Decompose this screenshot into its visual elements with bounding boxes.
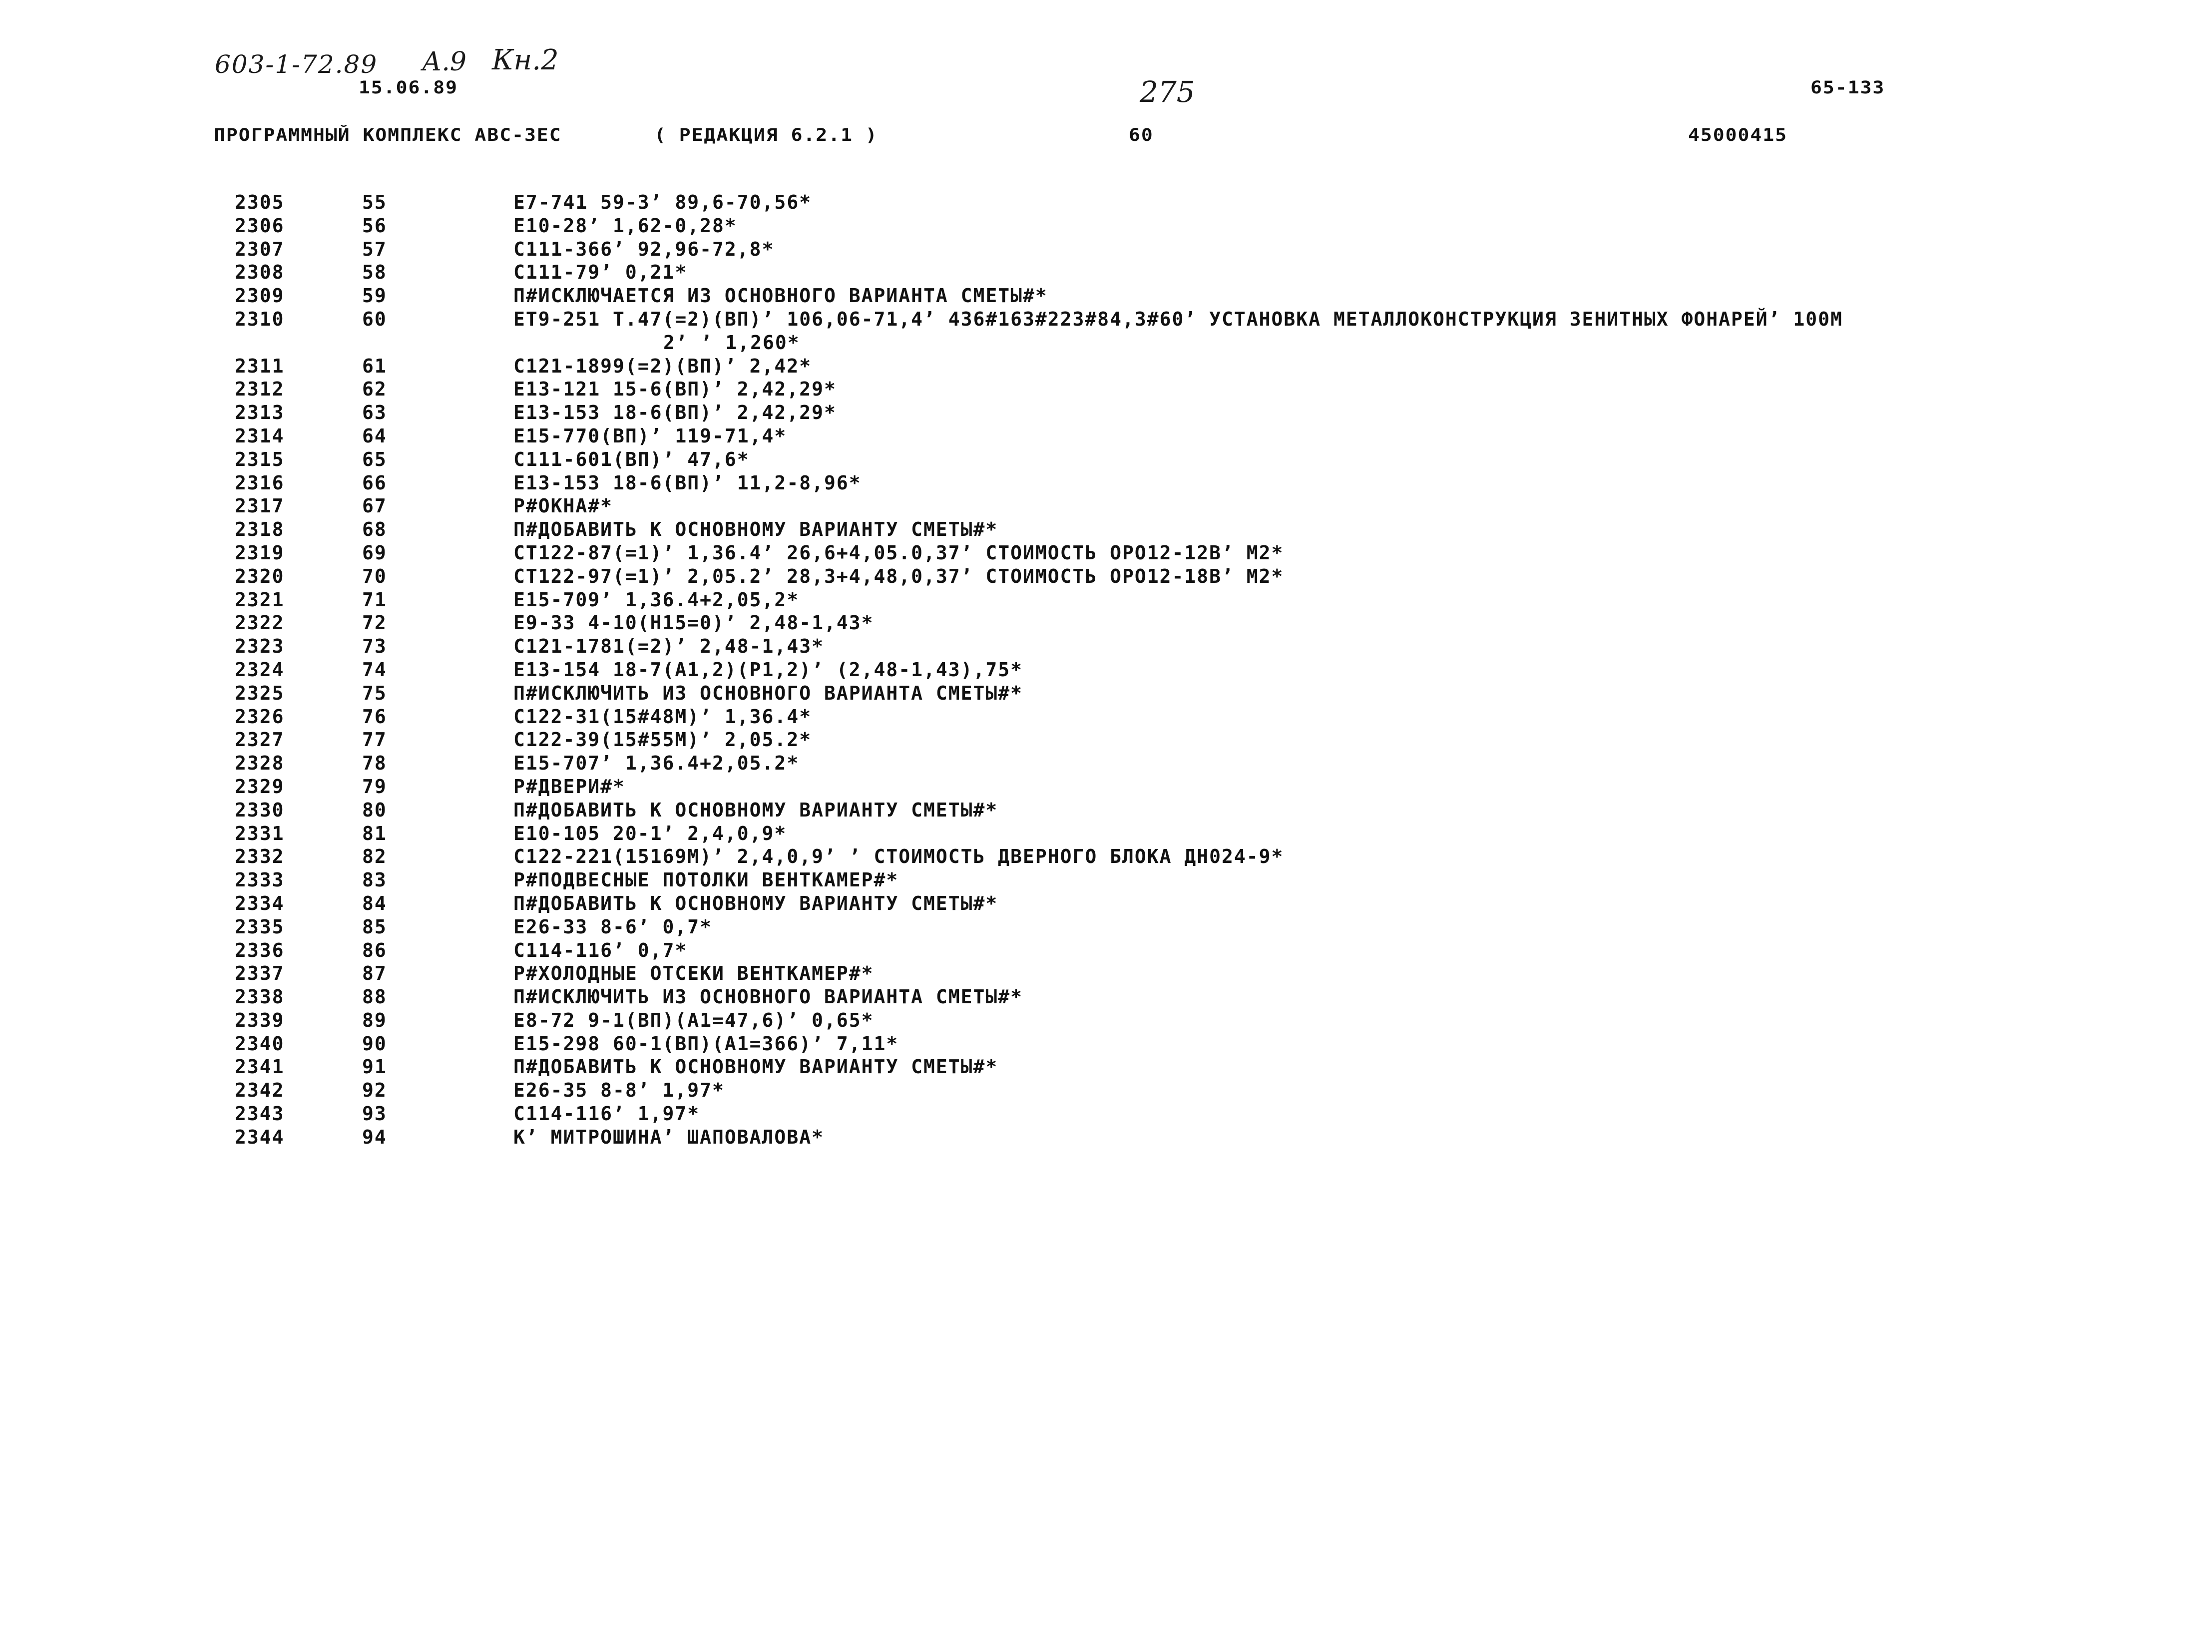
listing-row <box>235 611 2083 635</box>
statement-text: СТ122-87(=1)’ 1,36.4’ 26,6+4,05.0,37’ СТОИМОСТЬ ОРО12-12В’ М2* <box>513 541 1284 564</box>
sequence-number: 58 <box>362 261 387 284</box>
line-number: 2334 <box>235 892 285 914</box>
statement-text: ЕТ9-251 Т.47(=2)(ВП)’ 106,06-71,4’ 436#163#223#84,3#60’ УСТАНОВКА МЕТАЛЛОКОНСТРУКЦИЯ ЗЕНИТНЫХ ФОНАРЕЙ’ 100М <box>513 308 1843 330</box>
statement-text: С122-221(15169М)’ 2,4,0,9’ ’ СТОИМОСТЬ ДВЕРНОГО БЛОКА ДН024-9* <box>513 845 1284 868</box>
listing-row <box>235 448 2083 471</box>
line-number: 2329 <box>235 775 285 798</box>
listing-row <box>235 424 2083 448</box>
listing-row <box>235 541 2083 565</box>
album-mark: А.9 <box>422 47 466 77</box>
sequence-number: 55 <box>362 191 387 213</box>
document-code: 603-1-72.89 <box>215 50 378 79</box>
line-number: 2313 <box>235 402 285 424</box>
sequence-number: 80 <box>362 799 387 821</box>
sequence-number: 79 <box>362 775 387 798</box>
book-mark: Кн.2 <box>492 44 559 76</box>
line-number: 2323 <box>235 635 285 658</box>
line-number: 2314 <box>235 424 285 447</box>
statement-text: П#ИСКЛЮЧИТЬ ИЗ ОСНОВНОГО ВАРИАНТА СМЕТЫ#* <box>513 682 1023 704</box>
sequence-number: 59 <box>362 285 387 307</box>
sequence-number: 64 <box>362 424 387 447</box>
listing-row <box>235 658 2083 682</box>
sequence-number: 77 <box>362 729 387 751</box>
listing-row <box>235 1009 2083 1032</box>
sequence-number: 60 <box>362 308 387 330</box>
listing-row <box>235 565 2083 588</box>
sequence-number: 65 <box>362 448 387 470</box>
sequence-number: 82 <box>362 845 387 868</box>
statement-text: Р#ДВЕРИ#* <box>513 775 625 798</box>
listing-row <box>235 308 2083 331</box>
statement-text: П#ДОБАВИТЬ К ОСНОВНОМУ ВАРИАНТУ СМЕТЫ#* <box>513 518 998 541</box>
line-number: 2321 <box>235 588 285 611</box>
sequence-number: 90 <box>362 1032 387 1055</box>
line-number: 2312 <box>235 378 285 401</box>
line-number: 2318 <box>235 518 285 541</box>
listing-row <box>235 261 2083 284</box>
program-listing <box>235 191 2083 1149</box>
listing-row <box>235 868 2083 892</box>
line-number: 2309 <box>235 285 285 307</box>
sequence-number: 93 <box>362 1103 387 1125</box>
statement-text: С114-116’ 1,97* <box>513 1103 700 1125</box>
line-number: 2335 <box>235 915 285 938</box>
statement-text: С114-116’ 0,7* <box>513 939 688 961</box>
sequence-number: 81 <box>362 822 387 844</box>
statement-text: С122-39(15#55М)’ 2,05.2* <box>513 729 812 751</box>
statement-text: 2’ ’ 1,260* <box>663 331 800 354</box>
line-number: 2341 <box>235 1056 285 1078</box>
line-number: 2327 <box>235 729 285 751</box>
page-number: 60 <box>1129 125 1154 145</box>
statement-text: С122-31(15#48М)’ 1,36.4* <box>513 705 812 728</box>
listing-row <box>235 378 2083 401</box>
sequence-number: 87 <box>362 962 387 985</box>
statement-text: Е15-707’ 1,36.4+2,05.2* <box>513 752 800 775</box>
job-code: 45000415 <box>1688 125 1788 145</box>
line-number: 2336 <box>235 939 285 961</box>
statement-text: С121-1781(=2)’ 2,48-1,43* <box>513 635 824 658</box>
sequence-number: 57 <box>362 238 387 260</box>
listing-row <box>235 752 2083 775</box>
statement-text: П#ДОБАВИТЬ К ОСНОВНОМУ ВАРИАНТУ СМЕТЫ#* <box>513 892 998 914</box>
listing-row <box>235 682 2083 705</box>
statement-text: Е13-153 18-6(ВП)’ 11,2-8,96* <box>513 471 862 494</box>
line-number: 2310 <box>235 308 285 330</box>
sequence-number: 84 <box>362 892 387 914</box>
statement-text: Е8-72 9-1(ВП)(А1=47,6)’ 0,65* <box>513 1009 874 1031</box>
listing-row <box>235 1102 2083 1126</box>
line-number: 2317 <box>235 495 285 517</box>
statement-text: П#ДОБАВИТЬ К ОСНОВНОМУ ВАРИАНТУ СМЕТЫ#* <box>513 799 998 821</box>
sequence-number: 76 <box>362 705 387 728</box>
sequence-number: 56 <box>362 214 387 237</box>
line-number: 2316 <box>235 471 285 494</box>
print-date: 15.06.89 <box>359 77 458 98</box>
line-number: 2326 <box>235 705 285 728</box>
line-number: 2338 <box>235 986 285 1008</box>
line-number: 2325 <box>235 682 285 704</box>
program-title: ПРОГРАММНЫЙ КОМПЛЕКС АВС-3ЕС <box>214 125 562 145</box>
statement-text: Е10-105 20-1’ 2,4,0,9* <box>513 822 787 844</box>
listing-row <box>235 939 2083 962</box>
sequence-number: 73 <box>362 635 387 658</box>
line-number: 2306 <box>235 214 285 237</box>
line-number: 2320 <box>235 565 285 587</box>
listing-row <box>235 238 2083 261</box>
line-number: 2307 <box>235 238 285 260</box>
listing-row <box>235 1055 2083 1079</box>
statement-text: СТ122-97(=1)’ 2,05.2’ 28,3+4,48,0,37’ СТОИМОСТЬ ОРО12-18В’ М2* <box>513 565 1284 587</box>
listing-row <box>235 355 2083 378</box>
line-number: 2342 <box>235 1079 285 1102</box>
listing-row <box>235 845 2083 868</box>
sequence-number: 91 <box>362 1056 387 1078</box>
sequence-number: 85 <box>362 915 387 938</box>
listing-row <box>235 775 2083 799</box>
sheet-code: 65-133 <box>1810 77 1885 98</box>
statement-text: Е26-35 8-8’ 1,97* <box>513 1079 725 1102</box>
listing-row <box>235 1032 2083 1056</box>
listing-row <box>235 214 2083 238</box>
statement-text: Е15-298 60-1(ВП)(А1=366)’ 7,11* <box>513 1032 899 1055</box>
listing-row <box>235 401 2083 424</box>
statement-text: Е15-770(ВП)’ 119-71,4* <box>513 424 787 447</box>
sequence-number: 66 <box>362 471 387 494</box>
line-number: 2333 <box>235 869 285 891</box>
line-number: 2344 <box>235 1126 285 1148</box>
sequence-number: 62 <box>362 378 387 401</box>
listing-row <box>235 799 2083 822</box>
listing-row <box>235 1126 2083 1149</box>
sequence-number: 74 <box>362 658 387 681</box>
statement-text: К’ МИТРОШИНА’ ШАПОВАЛОВА* <box>513 1126 824 1148</box>
statement-text: Р#ОКНА#* <box>513 495 613 517</box>
listing-row <box>235 284 2083 308</box>
line-number: 2311 <box>235 355 285 377</box>
line-number: 2315 <box>235 448 285 470</box>
listing-row <box>235 728 2083 752</box>
line-number: 2339 <box>235 1009 285 1031</box>
sequence-number: 63 <box>362 402 387 424</box>
line-number: 2343 <box>235 1103 285 1125</box>
statement-text: Е26-33 8-6’ 0,7* <box>513 915 713 938</box>
line-number: 2331 <box>235 822 285 844</box>
sequence-number: 72 <box>362 612 387 634</box>
statement-text: Е7-741 59-3’ 89,6-70,56* <box>513 191 812 213</box>
line-number: 2324 <box>235 658 285 681</box>
statement-text: С121-1899(=2)(ВП)’ 2,42* <box>513 355 812 377</box>
statement-text: С111-366’ 92,96-72,8* <box>513 238 775 260</box>
sequence-number: 69 <box>362 541 387 564</box>
listing-row <box>235 518 2083 541</box>
line-number: 2337 <box>235 962 285 985</box>
line-number: 2305 <box>235 191 285 213</box>
line-number: 2332 <box>235 845 285 868</box>
statement-text: Е13-154 18-7(А1,2)(Р1,2)’ (2,48-1,43),75* <box>513 658 1023 681</box>
statement-text: С111-79’ 0,21* <box>513 261 688 284</box>
statement-text: Е13-121 15-6(ВП)’ 2,42,29* <box>513 378 837 401</box>
sequence-number: 67 <box>362 495 387 517</box>
statement-text: Е10-28’ 1,62-0,28* <box>513 214 737 237</box>
line-number: 2340 <box>235 1032 285 1055</box>
sequence-number: 92 <box>362 1079 387 1102</box>
listing-row <box>235 494 2083 518</box>
listing-row <box>235 635 2083 658</box>
sequence-number: 70 <box>362 565 387 587</box>
sequence-number: 78 <box>362 752 387 775</box>
statement-text: Е13-153 18-6(ВП)’ 2,42,29* <box>513 402 837 424</box>
listing-row-continuation <box>235 331 2083 355</box>
sequence-number: 61 <box>362 355 387 377</box>
line-number: 2322 <box>235 612 285 634</box>
statement-text: П#ДОБАВИТЬ К ОСНОВНОМУ ВАРИАНТУ СМЕТЫ#* <box>513 1056 998 1078</box>
statement-text: П#ИСКЛЮЧАЕТСЯ ИЗ ОСНОВНОГО ВАРИАНТА СМЕТЫ#* <box>513 285 1048 307</box>
listing-row <box>235 915 2083 939</box>
sequence-number: 71 <box>362 588 387 611</box>
statement-text: Р#ПОДВЕСНЫЕ ПОТОЛКИ ВЕНТКАМЕР#* <box>513 869 899 891</box>
sequence-number: 68 <box>362 518 387 541</box>
listing-row <box>235 962 2083 985</box>
listing-row <box>235 191 2083 214</box>
statement-text: П#ИСКЛЮЧИТЬ ИЗ ОСНОВНОГО ВАРИАНТА СМЕТЫ#* <box>513 986 1023 1008</box>
sequence-number: 89 <box>362 1009 387 1031</box>
listing-row <box>235 822 2083 845</box>
handwritten-page-number: 275 <box>1140 75 1195 109</box>
sequence-number: 75 <box>362 682 387 704</box>
sequence-number: 83 <box>362 869 387 891</box>
statement-text: С111-601(ВП)’ 47,6* <box>513 448 750 470</box>
listing-row <box>235 985 2083 1009</box>
statement-text: Е9-33 4-10(Н15=0)’ 2,48-1,43* <box>513 612 874 634</box>
listing-row <box>235 588 2083 612</box>
line-number: 2328 <box>235 752 285 775</box>
statement-text: Е15-709’ 1,36.4+2,05,2* <box>513 588 800 611</box>
line-number: 2330 <box>235 799 285 821</box>
listing-row <box>235 471 2083 495</box>
program-edition: ( РЕДАКЦИЯ 6.2.1 ) <box>654 125 878 145</box>
sequence-number: 86 <box>362 939 387 961</box>
listing-row <box>235 892 2083 915</box>
sequence-number: 94 <box>362 1126 387 1148</box>
listing-row <box>235 705 2083 729</box>
line-number: 2319 <box>235 541 285 564</box>
sequence-number: 88 <box>362 986 387 1008</box>
line-number: 2308 <box>235 261 285 284</box>
listing-row <box>235 1079 2083 1102</box>
statement-text: Р#ХОЛОДНЫЕ ОТСЕКИ ВЕНТКАМЕР#* <box>513 962 874 985</box>
